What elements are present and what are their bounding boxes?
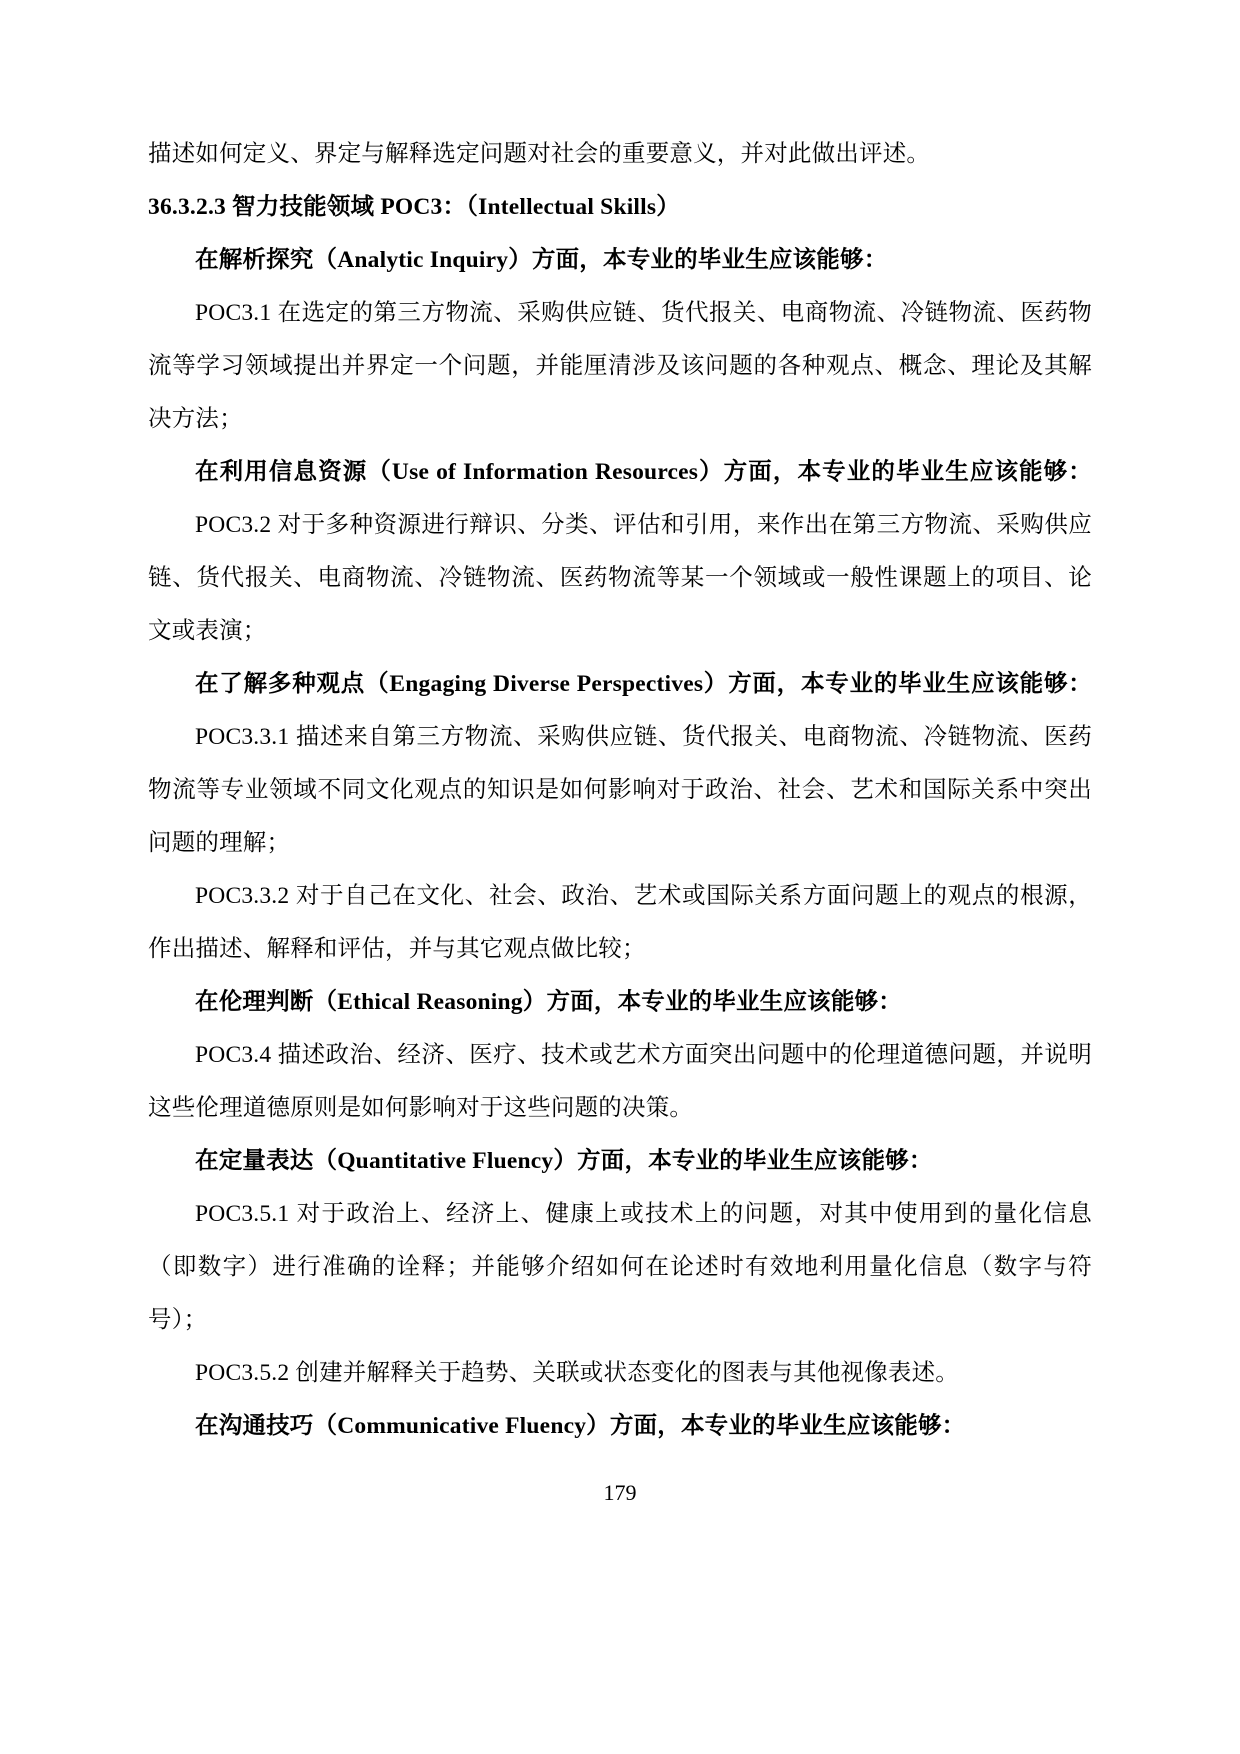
section-heading-36-3-2-3: 36.3.2.3 智力技能领域 POC3：（Intellectual Skills） bbox=[148, 194, 680, 220]
paragraph-poc3-5-2: POC3.5.2 创建并解释关于趋势、关联或状态变化的图表与其他视像表述。 bbox=[195, 1360, 959, 1386]
subheading-ethical-reasoning: 在伦理判断（Ethical Reasoning）方面，本专业的毕业生应该能够： bbox=[195, 989, 902, 1015]
subheading-quantitative-fluency: 在定量表达（Quantitative Fluency）方面，本专业的毕业生应该能够： bbox=[195, 1148, 933, 1174]
paragraph-poc3-5-1: POC3.5.1 对于政治上、经济上、健康上或技术上的问题，对其中使用到的量化信息（即数字）进行准确的诠释；并能够介绍如何在论述时有效地利用量化信息（数字与符号）； bbox=[148, 1201, 1092, 1333]
subheading-use-of-information-resources: 在利用信息资源（Use of Information Resources）方面，本专业的毕业生应该能够： bbox=[195, 459, 1092, 485]
subheading-communicative-fluency: 在沟通技巧（Communicative Fluency）方面，本专业的毕业生应该能够： bbox=[195, 1413, 966, 1439]
paragraph-poc3-3-2: POC3.3.2 对于自己在文化、社会、政治、艺术或国际关系方面问题上的观点的根源，作出描述、解释和评估，并与其它观点做比较； bbox=[148, 883, 1092, 962]
page-number: 179 bbox=[603, 1480, 637, 1505]
page-content bbox=[148, 128, 1092, 1453]
paragraph-poc3-4: POC3.4 描述政治、经济、医疗、技术或艺术方面突出问题中的伦理道德问题，并说明这些伦理道德原则是如何影响对于这些问题的决策。 bbox=[148, 1042, 1092, 1121]
paragraph-poc3-3-1: POC3.3.1 描述来自第三方物流、采购供应链、货代报关、电商物流、冷链物流、医药物流等专业领域不同文化观点的知识是如何影响对于政治、社会、艺术和国际关系中突出问题的理解； bbox=[148, 724, 1092, 856]
paragraph-poc3-1: POC3.1 在选定的第三方物流、采购供应链、货代报关、电商物流、冷链物流、医药物流等学习领域提出并界定一个问题，并能厘清涉及该问题的各种观点、概念、理论及其解决方法； bbox=[148, 300, 1092, 432]
paragraph-intro: 描述如何定义、界定与解释选定问题对社会的重要意义，并对此做出评述。 bbox=[148, 141, 931, 167]
paragraph-poc3-2: POC3.2 对于多种资源进行辩识、分类、评估和引用，来作出在第三方物流、采购供应链、货代报关、电商物流、冷链物流、医药物流等某一个领域或一般性课题上的项目、论文或表演； bbox=[148, 512, 1092, 644]
subheading-engaging-diverse-perspectives: 在了解多种观点（Engaging Diverse Perspectives）方面，本专业的毕业生应该能够： bbox=[195, 671, 1092, 697]
subheading-analytic-inquiry: 在解析探究（Analytic Inquiry）方面，本专业的毕业生应该能够： bbox=[195, 247, 888, 273]
